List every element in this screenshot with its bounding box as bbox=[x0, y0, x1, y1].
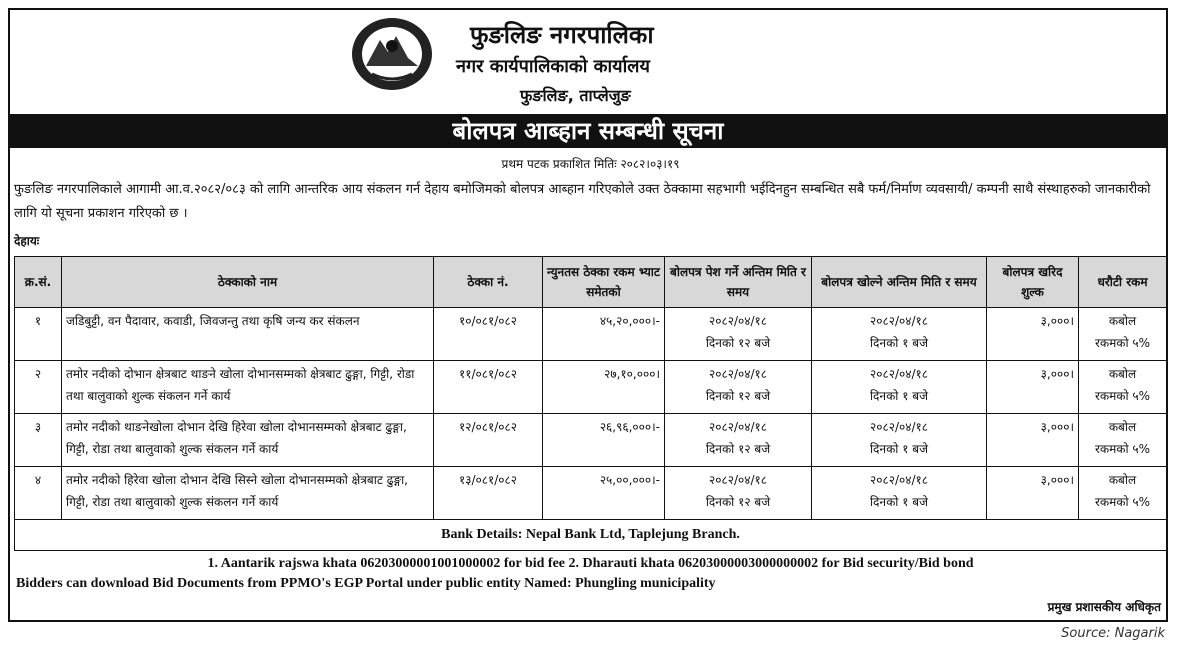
cell-fee: ३,०००। bbox=[987, 414, 1079, 467]
submit-time: दिनको १२ बजे bbox=[705, 442, 771, 456]
cell-open-deadline bbox=[812, 361, 987, 414]
cell-submit-deadline bbox=[665, 308, 812, 361]
open-date: २०८२/०४/१८ bbox=[869, 473, 928, 487]
cell-min-amount: ४५,२०,०००।- bbox=[543, 308, 665, 361]
table-row bbox=[15, 308, 1167, 361]
open-time: दिनको १ बजे bbox=[869, 336, 929, 350]
cell-fee: ३,०००। bbox=[987, 361, 1079, 414]
cell-fee: ३,०००। bbox=[987, 467, 1079, 520]
open-date: २०८२/०४/१८ bbox=[869, 420, 928, 434]
cell-security bbox=[1079, 361, 1167, 414]
schedule-label: देहायः bbox=[14, 234, 40, 248]
cell-security bbox=[1079, 308, 1167, 361]
cell-sn: ४ bbox=[15, 467, 62, 520]
submit-date: २०८२/०४/१८ bbox=[708, 367, 767, 381]
open-time: दिनको १ बजे bbox=[869, 442, 929, 456]
notice-paragraph: फुङलिङ नगरपालिकाले आगामी आ.व.२०८२/०८३ को लागि आन्तरिक आय संकलन गर्न देहाय बमोजिमको बोलपत्र आब्हान गरिएकोले उक्त ठेक्कामा सहभागी भईदिनहुन सम्बन्धित सबै फर्म/निर्माण व्यवसायी/ कम्पनी साथै संस्थाहरुको जानकारीको लागि यो सूचना प्रकाशन गरिएको छ । bbox=[14, 182, 1151, 221]
cell-min-amount: २५,००,०००।- bbox=[543, 467, 665, 520]
office-location: फुङलिङ, ताप्लेजुङ bbox=[520, 86, 631, 105]
cell-contract-no: १३/०८१/०८२ bbox=[434, 467, 543, 520]
submit-time: दिनको १२ बजे bbox=[705, 495, 771, 509]
col-header-security: धरौटी रकम bbox=[1079, 257, 1167, 308]
cell-min-amount: २७,१०,०००। bbox=[543, 361, 665, 414]
bank-details: Bank Details: Nepal Bank Ltd, Taplejung Branch. bbox=[15, 520, 1167, 551]
account-numbers: 1. Aantarik rajswa khata 06203000001001000002 for bid fee 2. Dharauti khata 06203000003000000002 for Bid security/Bid bond bbox=[207, 556, 974, 571]
cell-contract-no: ११/०८१/०८२ bbox=[434, 361, 543, 414]
col-header-min-amount: न्युनतस ठेक्का रकम भ्याट समेतको bbox=[543, 257, 665, 308]
table-header-row bbox=[15, 257, 1167, 308]
office-name: नगर कार्यपालिकाको कार्यालय bbox=[456, 56, 650, 77]
submit-time: दिनको १२ बजे bbox=[705, 389, 771, 403]
cell-open-deadline bbox=[812, 414, 987, 467]
open-time: दिनको १ बजे bbox=[869, 495, 929, 509]
submit-time: दिनको १२ बजे bbox=[705, 336, 771, 350]
cell-submit-deadline bbox=[665, 361, 812, 414]
cell-fee: ३,०००। bbox=[987, 308, 1079, 361]
cell-name: तमोर नदीको दोभान क्षेत्रबाट थाङने खोला दोभानसम्मको क्षेत्रबाट ढुङ्गा, गिट्टी, रोडा तथा बालुवाको शुल्क संकलन गर्ने कार्य bbox=[62, 361, 434, 414]
submit-date: २०८२/०४/१८ bbox=[708, 473, 767, 487]
open-date: २०८२/०४/१८ bbox=[869, 367, 928, 381]
cell-contract-no: १०/०८१/०८२ bbox=[434, 308, 543, 361]
cell-sn: १ bbox=[15, 308, 62, 361]
tender-table bbox=[14, 256, 1167, 551]
open-date: २०८२/०४/१८ bbox=[869, 314, 928, 328]
cell-min-amount: २६,९६,०००।- bbox=[543, 414, 665, 467]
source-credit: Source: Nagarik bbox=[1061, 626, 1165, 641]
bank-details-row bbox=[15, 520, 1167, 551]
cell-submit-deadline bbox=[665, 414, 812, 467]
security-line-1: कबोल bbox=[1108, 420, 1137, 434]
cell-name: तमोर नदीको थाङनेखोला दोभान देखि हिरेवा खोला दोभानसम्मको क्षेत्रबाट ढुङ्गा, गिट्टी, रोडा तथा बालुवाको शुल्क संकलन गर्ने कार्य bbox=[62, 414, 434, 467]
signatory: प्रमुख प्रशासकीय अधिकृत bbox=[1047, 600, 1161, 614]
security-line-1: कबोल bbox=[1108, 473, 1137, 487]
cell-submit-deadline bbox=[665, 467, 812, 520]
table-row bbox=[15, 361, 1167, 414]
cell-open-deadline bbox=[812, 467, 987, 520]
table-row bbox=[15, 414, 1167, 467]
submit-date: २०८२/०४/१८ bbox=[708, 314, 767, 328]
government-emblem-icon bbox=[350, 16, 434, 92]
col-header-sn: क्र.सं. bbox=[15, 257, 62, 308]
download-note: Bidders can download Bid Documents from PPMO's EGP Portal under public entity Named: Phungling municipality bbox=[16, 576, 716, 591]
col-header-name: ठेक्काको नाम bbox=[62, 257, 434, 308]
col-header-open-deadline: बोलपत्र खोल्ने अन्तिम मिति र समय bbox=[812, 257, 987, 308]
security-line-2: रकमको ५% bbox=[1094, 495, 1151, 509]
submit-date: २०८२/०४/१८ bbox=[708, 420, 767, 434]
cell-security bbox=[1079, 467, 1167, 520]
cell-name: जडिबुट्टी, वन पैदावार, कवाडी, जिवजन्तु तथा कृषि जन्य कर संकलन bbox=[62, 308, 434, 361]
security-line-1: कबोल bbox=[1108, 367, 1137, 381]
cell-name: तमोर नदीको हिरेवा खोला दोभान देखि सिस्ने खोला दोभानसम्मको क्षेत्रबाट ढुङ्गा, गिट्टी, रोडा तथा बालुवाको शुल्क संकलन गर्ने कार्य bbox=[62, 467, 434, 520]
col-header-fee: बोलपत्र खरिद शुल्क bbox=[987, 257, 1079, 308]
municipality-name: फुङलिङ नगरपालिका bbox=[470, 21, 654, 49]
cell-security bbox=[1079, 414, 1167, 467]
cell-sn: २ bbox=[15, 361, 62, 414]
security-line-2: रकमको ५% bbox=[1094, 442, 1151, 456]
col-header-submit-deadline: बोलपत्र पेश गर्ने अन्तिम मिति र समय bbox=[665, 257, 812, 308]
cell-contract-no: १२/०८१/०८२ bbox=[434, 414, 543, 467]
cell-open-deadline bbox=[812, 308, 987, 361]
security-line-2: रकमको ५% bbox=[1094, 389, 1151, 403]
security-line-1: कबोल bbox=[1108, 314, 1137, 328]
table-row bbox=[15, 467, 1167, 520]
open-time: दिनको १ बजे bbox=[869, 389, 929, 403]
security-line-2: रकमको ५% bbox=[1094, 336, 1151, 350]
publish-date: प्रथम पटक प्रकाशित मितिः २०८२।०३।१९ bbox=[501, 157, 680, 171]
col-header-contract-no: ठेक्का नं. bbox=[434, 257, 543, 308]
cell-sn: ३ bbox=[15, 414, 62, 467]
notice-title: बोलपत्र आब्हान सम्बन्धी सूचना bbox=[10, 114, 1166, 148]
